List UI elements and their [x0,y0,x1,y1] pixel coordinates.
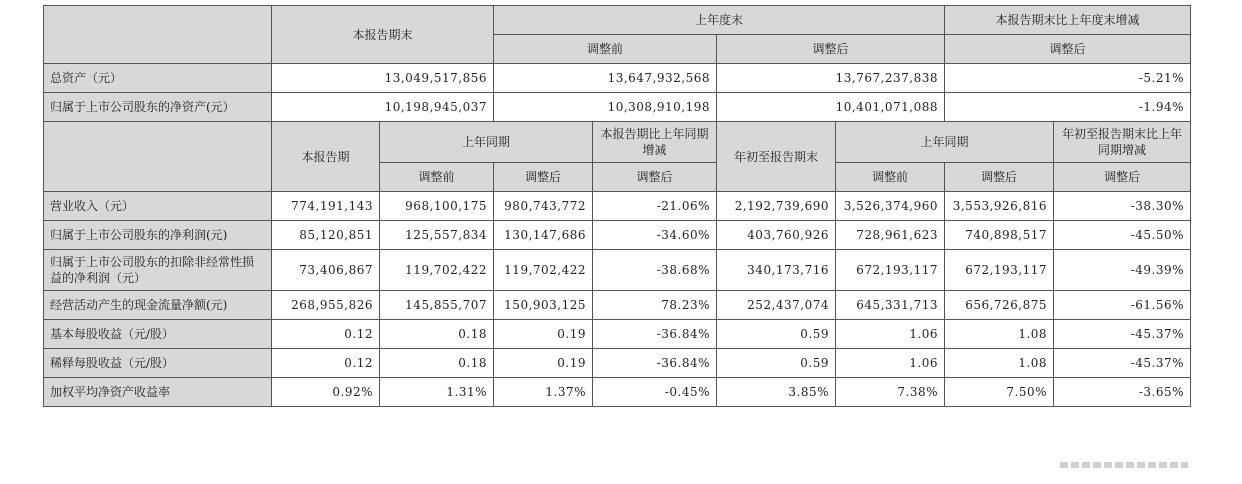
value-cell: 0.19 [494,320,593,349]
value-cell: 85,120,851 [272,221,380,250]
value-cell: -38.30% [1054,192,1191,221]
value-cell: 252,437,074 [717,291,836,320]
value-cell: -45.50% [1054,221,1191,250]
financial-data-table [43,5,1191,407]
value-cell: 3,526,374,960 [836,192,945,221]
value-cell: 13,647,932,568 [494,64,717,93]
value-cell: 13,049,517,856 [272,64,494,93]
value-cell: 980,743,772 [494,192,593,221]
header-ytd-change: 年初至报告期末比上年同期增减 [1054,122,1191,163]
value-cell: 119,702,422 [494,250,593,291]
value-cell: 728,961,623 [836,221,945,250]
value-cell: 125,557,834 [380,221,494,250]
header-ytd: 年初至报告期末 [717,122,836,192]
row-label: 营业收入（元） [44,192,272,221]
value-cell: -45.37% [1054,349,1191,378]
value-cell: 340,173,716 [717,250,836,291]
section2-header-row [44,122,1191,163]
value-cell: -36.84% [593,349,717,378]
table-row [44,349,1191,378]
value-cell: 7.38% [836,378,945,407]
value-cell: 268,955,826 [272,291,380,320]
row-label: 稀释每股收益（元/股） [44,349,272,378]
value-cell: 119,702,422 [380,250,494,291]
value-cell: 0.92% [272,378,380,407]
value-cell: 1.31% [380,378,494,407]
header-after-adjustment: 调整后 [945,163,1054,192]
value-cell: -38.68% [593,250,717,291]
header-current-period-end: 本报告期末 [272,6,494,64]
value-cell: -36.84% [593,320,717,349]
row-label: 归属于上市公司股东的净资产(元） [44,93,272,122]
value-cell: 10,401,071,088 [717,93,945,122]
value-cell: 672,193,117 [836,250,945,291]
value-cell: 403,760,926 [717,221,836,250]
table-row [44,320,1191,349]
value-cell: 7.50% [945,378,1054,407]
value-cell: -3.65% [1054,378,1191,407]
header-current-period: 本报告期 [272,122,380,192]
table-row [44,221,1191,250]
header-last-year-end: 上年度末 [494,6,945,35]
watermark [1060,462,1188,468]
value-cell: 1.06 [836,349,945,378]
value-cell: 0.12 [272,320,380,349]
header-change-vs-last-year-end: 本报告期末比上年度末增减 [945,6,1191,35]
table-row [44,64,1191,93]
value-cell: -34.60% [593,221,717,250]
value-cell: 0.59 [717,349,836,378]
row-label: 归属于上市公司股东的扣除非经常性损益的净利润（元） [44,250,272,291]
header-change-after-adjustment: 调整后 [1054,163,1191,192]
value-cell: 10,308,910,198 [494,93,717,122]
section1-header-row [44,6,1191,35]
value-cell: -0.45% [593,378,717,407]
value-cell: 672,193,117 [945,250,1054,291]
value-cell: 1.08 [945,320,1054,349]
header-same-period-last-year: 上年同期 [380,122,593,163]
row-label: 基本每股收益（元/股） [44,320,272,349]
value-cell: -5.21% [945,64,1191,93]
header-after-adjustment: 调整后 [717,35,945,64]
value-cell: 1.37% [494,378,593,407]
value-cell: 1.08 [945,349,1054,378]
value-cell: 1.06 [836,320,945,349]
header-same-period-last-year-2: 上年同期 [836,122,1054,163]
value-cell: 145,855,707 [380,291,494,320]
header-after-adjustment: 调整后 [494,163,593,192]
value-cell: 0.19 [494,349,593,378]
value-cell: 740,898,517 [945,221,1054,250]
header-before-adjustment: 调整前 [494,35,717,64]
row-label: 加权平均净资产收益率 [44,378,272,407]
value-cell: 150,903,125 [494,291,593,320]
header-before-adjustment: 调整前 [836,163,945,192]
value-cell: 656,726,875 [945,291,1054,320]
corner-cell [44,122,272,192]
table-row [44,378,1191,407]
value-cell: 0.18 [380,320,494,349]
value-cell: 3.85% [717,378,836,407]
header-period-change: 本报告期比上年同期增减 [593,122,717,163]
value-cell: 3,553,926,816 [945,192,1054,221]
value-cell: 10,198,945,037 [272,93,494,122]
value-cell: -21.06% [593,192,717,221]
value-cell: 13,767,237,838 [717,64,945,93]
value-cell: 645,331,713 [836,291,945,320]
table-row [44,291,1191,320]
value-cell: -45.37% [1054,320,1191,349]
value-cell: 78.23% [593,291,717,320]
value-cell: 0.18 [380,349,494,378]
table-row [44,93,1191,122]
value-cell: 2,192,739,690 [717,192,836,221]
table-row [44,192,1191,221]
value-cell: 0.12 [272,349,380,378]
value-cell: 968,100,175 [380,192,494,221]
header-change-after-adjustment: 调整后 [593,163,717,192]
value-cell: 130,147,686 [494,221,593,250]
row-label: 归属于上市公司股东的净利润(元) [44,221,272,250]
value-cell: -1.94% [945,93,1191,122]
corner-cell [44,6,272,64]
value-cell: -61.56% [1054,291,1191,320]
row-label: 经营活动产生的现金流量净额(元) [44,291,272,320]
header-change-after-adjustment: 调整后 [945,35,1191,64]
value-cell: -49.39% [1054,250,1191,291]
value-cell: 0.59 [717,320,836,349]
value-cell: 73,406,867 [272,250,380,291]
header-before-adjustment: 调整前 [380,163,494,192]
table-row [44,250,1191,291]
value-cell: 774,191,143 [272,192,380,221]
row-label: 总资产（元） [44,64,272,93]
